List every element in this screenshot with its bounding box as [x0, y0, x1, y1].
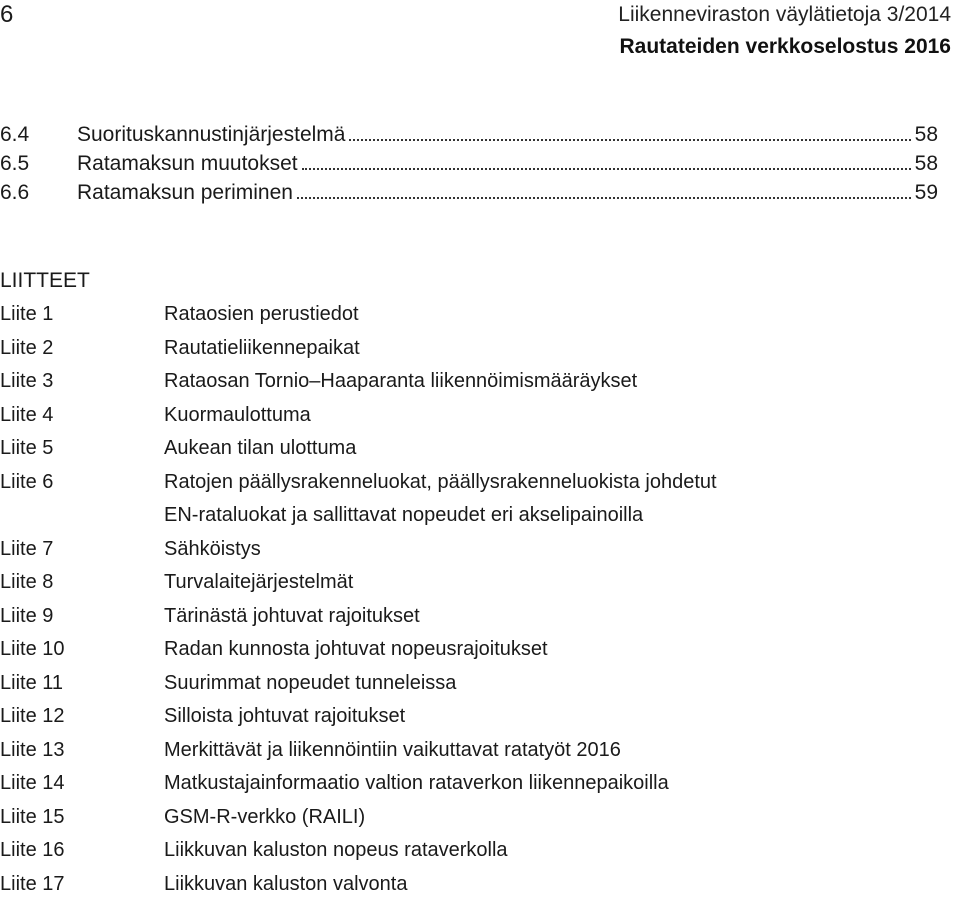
appendix-title: Ratojen päällysrakenneluokat, päällysrakenneluokista johdetut: [164, 470, 717, 493]
page-number: 6: [0, 1, 14, 28]
toc-entry-page: 58: [914, 152, 938, 175]
toc-entry[interactable]: [0, 120, 938, 149]
appendix-title: Rataosien perustiedot: [164, 303, 359, 325]
appendix-item[interactable]: [0, 566, 940, 600]
appendix-title: Aukean tilan ulottuma: [164, 437, 357, 459]
publication-name: Liikenneviraston väylätietoja 3/2014: [618, 3, 951, 26]
appendix-label: Liite 13: [0, 738, 65, 761]
toc-entry-number: 6.6: [0, 181, 30, 204]
appendix-label: Liite 5: [0, 437, 54, 459]
appendix-label: Liite 4: [0, 403, 54, 426]
appendix-label: Liite 12: [0, 705, 65, 727]
appendix-item[interactable]: [0, 533, 940, 567]
appendix-item[interactable]: [0, 365, 940, 399]
appendix-label: Liite 6: [0, 470, 54, 493]
appendix-item[interactable]: [0, 734, 940, 768]
appendix-title: Liikkuvan kaluston nopeus rataverkolla: [164, 839, 508, 861]
appendix-title: Sähköistys: [164, 537, 261, 560]
toc-entry-title: Ratamaksun periminen: [77, 181, 293, 204]
toc-entry[interactable]: [0, 178, 938, 207]
toc-entry[interactable]: [0, 149, 938, 178]
toc-entry-title: Suorituskannustinjärjestelmä: [77, 123, 346, 146]
appendix-title: Suurimmat nopeudet tunneleissa: [164, 671, 457, 694]
dot-leader: [302, 168, 911, 170]
appendix-label: Liite 14: [0, 772, 65, 794]
appendices-list: [0, 298, 940, 901]
appendix-label: Liite 2: [0, 336, 54, 359]
appendix-title: Tärinästä johtuvat rajoitukset: [164, 604, 420, 627]
toc-entry-number: 6.4: [0, 123, 30, 146]
appendix-title: Liikkuvan kaluston valvonta: [164, 872, 408, 895]
appendix-title: GSM-R-verkko (RAILI): [164, 805, 366, 828]
table-of-contents: [0, 120, 938, 207]
appendix-item[interactable]: [0, 834, 940, 868]
appendix-label: Liite 8: [0, 571, 54, 593]
running-header: [618, 0, 951, 62]
appendix-label: Liite 17: [0, 872, 65, 895]
appendix-item[interactable]: [0, 399, 940, 433]
appendix-label: Liite 1: [0, 303, 54, 325]
appendix-label: Liite 9: [0, 604, 54, 627]
document-title: Rautateiden verkkoselostus 2016: [619, 35, 951, 58]
appendix-label-spacer: [0, 499, 164, 533]
toc-entry-page: 59: [914, 181, 938, 204]
appendix-label: Liite 16: [0, 839, 65, 861]
appendix-item[interactable]: [0, 332, 940, 366]
appendix-item[interactable]: [0, 767, 940, 801]
appendices-heading: LIITTEET: [0, 269, 90, 292]
appendix-label: Liite 7: [0, 537, 54, 560]
appendix-label: Liite 15: [0, 805, 65, 828]
appendix-title: Rataosan Tornio–Haaparanta liikennöimismääräykset: [164, 370, 638, 392]
toc-entry-title: Ratamaksun muutokset: [77, 152, 298, 175]
appendix-title-line2: EN-rataluokat ja sallittavat nopeudet eri akselipainoilla: [164, 504, 644, 526]
appendix-item[interactable]: [0, 600, 940, 634]
appendix-label: Liite 3: [0, 370, 54, 392]
appendix-title: Rautatieliikennepaikat: [164, 336, 360, 359]
appendix-item[interactable]: [0, 667, 940, 701]
appendix-item[interactable]: [0, 868, 940, 902]
appendix-title: Silloista johtuvat rajoitukset: [164, 705, 406, 727]
appendix-item[interactable]: [0, 466, 940, 500]
appendix-item-continuation: [0, 499, 940, 533]
appendix-label: Liite 10: [0, 638, 65, 660]
appendix-title: Matkustajainformaatio valtion rataverkon liikennepaikoilla: [164, 772, 669, 794]
appendix-item[interactable]: [0, 298, 940, 332]
appendix-item[interactable]: [0, 432, 940, 466]
toc-entry-page: 58: [914, 123, 938, 146]
dot-leader: [349, 139, 910, 141]
dot-leader: [297, 197, 911, 199]
appendix-title: Kuormaulottuma: [164, 403, 311, 426]
appendix-title: Radan kunnosta johtuvat nopeusrajoitukset: [164, 638, 548, 660]
appendix-item[interactable]: [0, 801, 940, 835]
appendix-label: Liite 11: [0, 671, 64, 694]
appendix-title: Turvalaitejärjestelmät: [164, 571, 354, 593]
appendix-item[interactable]: [0, 700, 940, 734]
appendix-title: Merkittävät ja liikennöintiin vaikuttavat ratatyöt 2016: [164, 738, 621, 761]
appendix-item[interactable]: [0, 633, 940, 667]
toc-entry-number: 6.5: [0, 152, 30, 175]
